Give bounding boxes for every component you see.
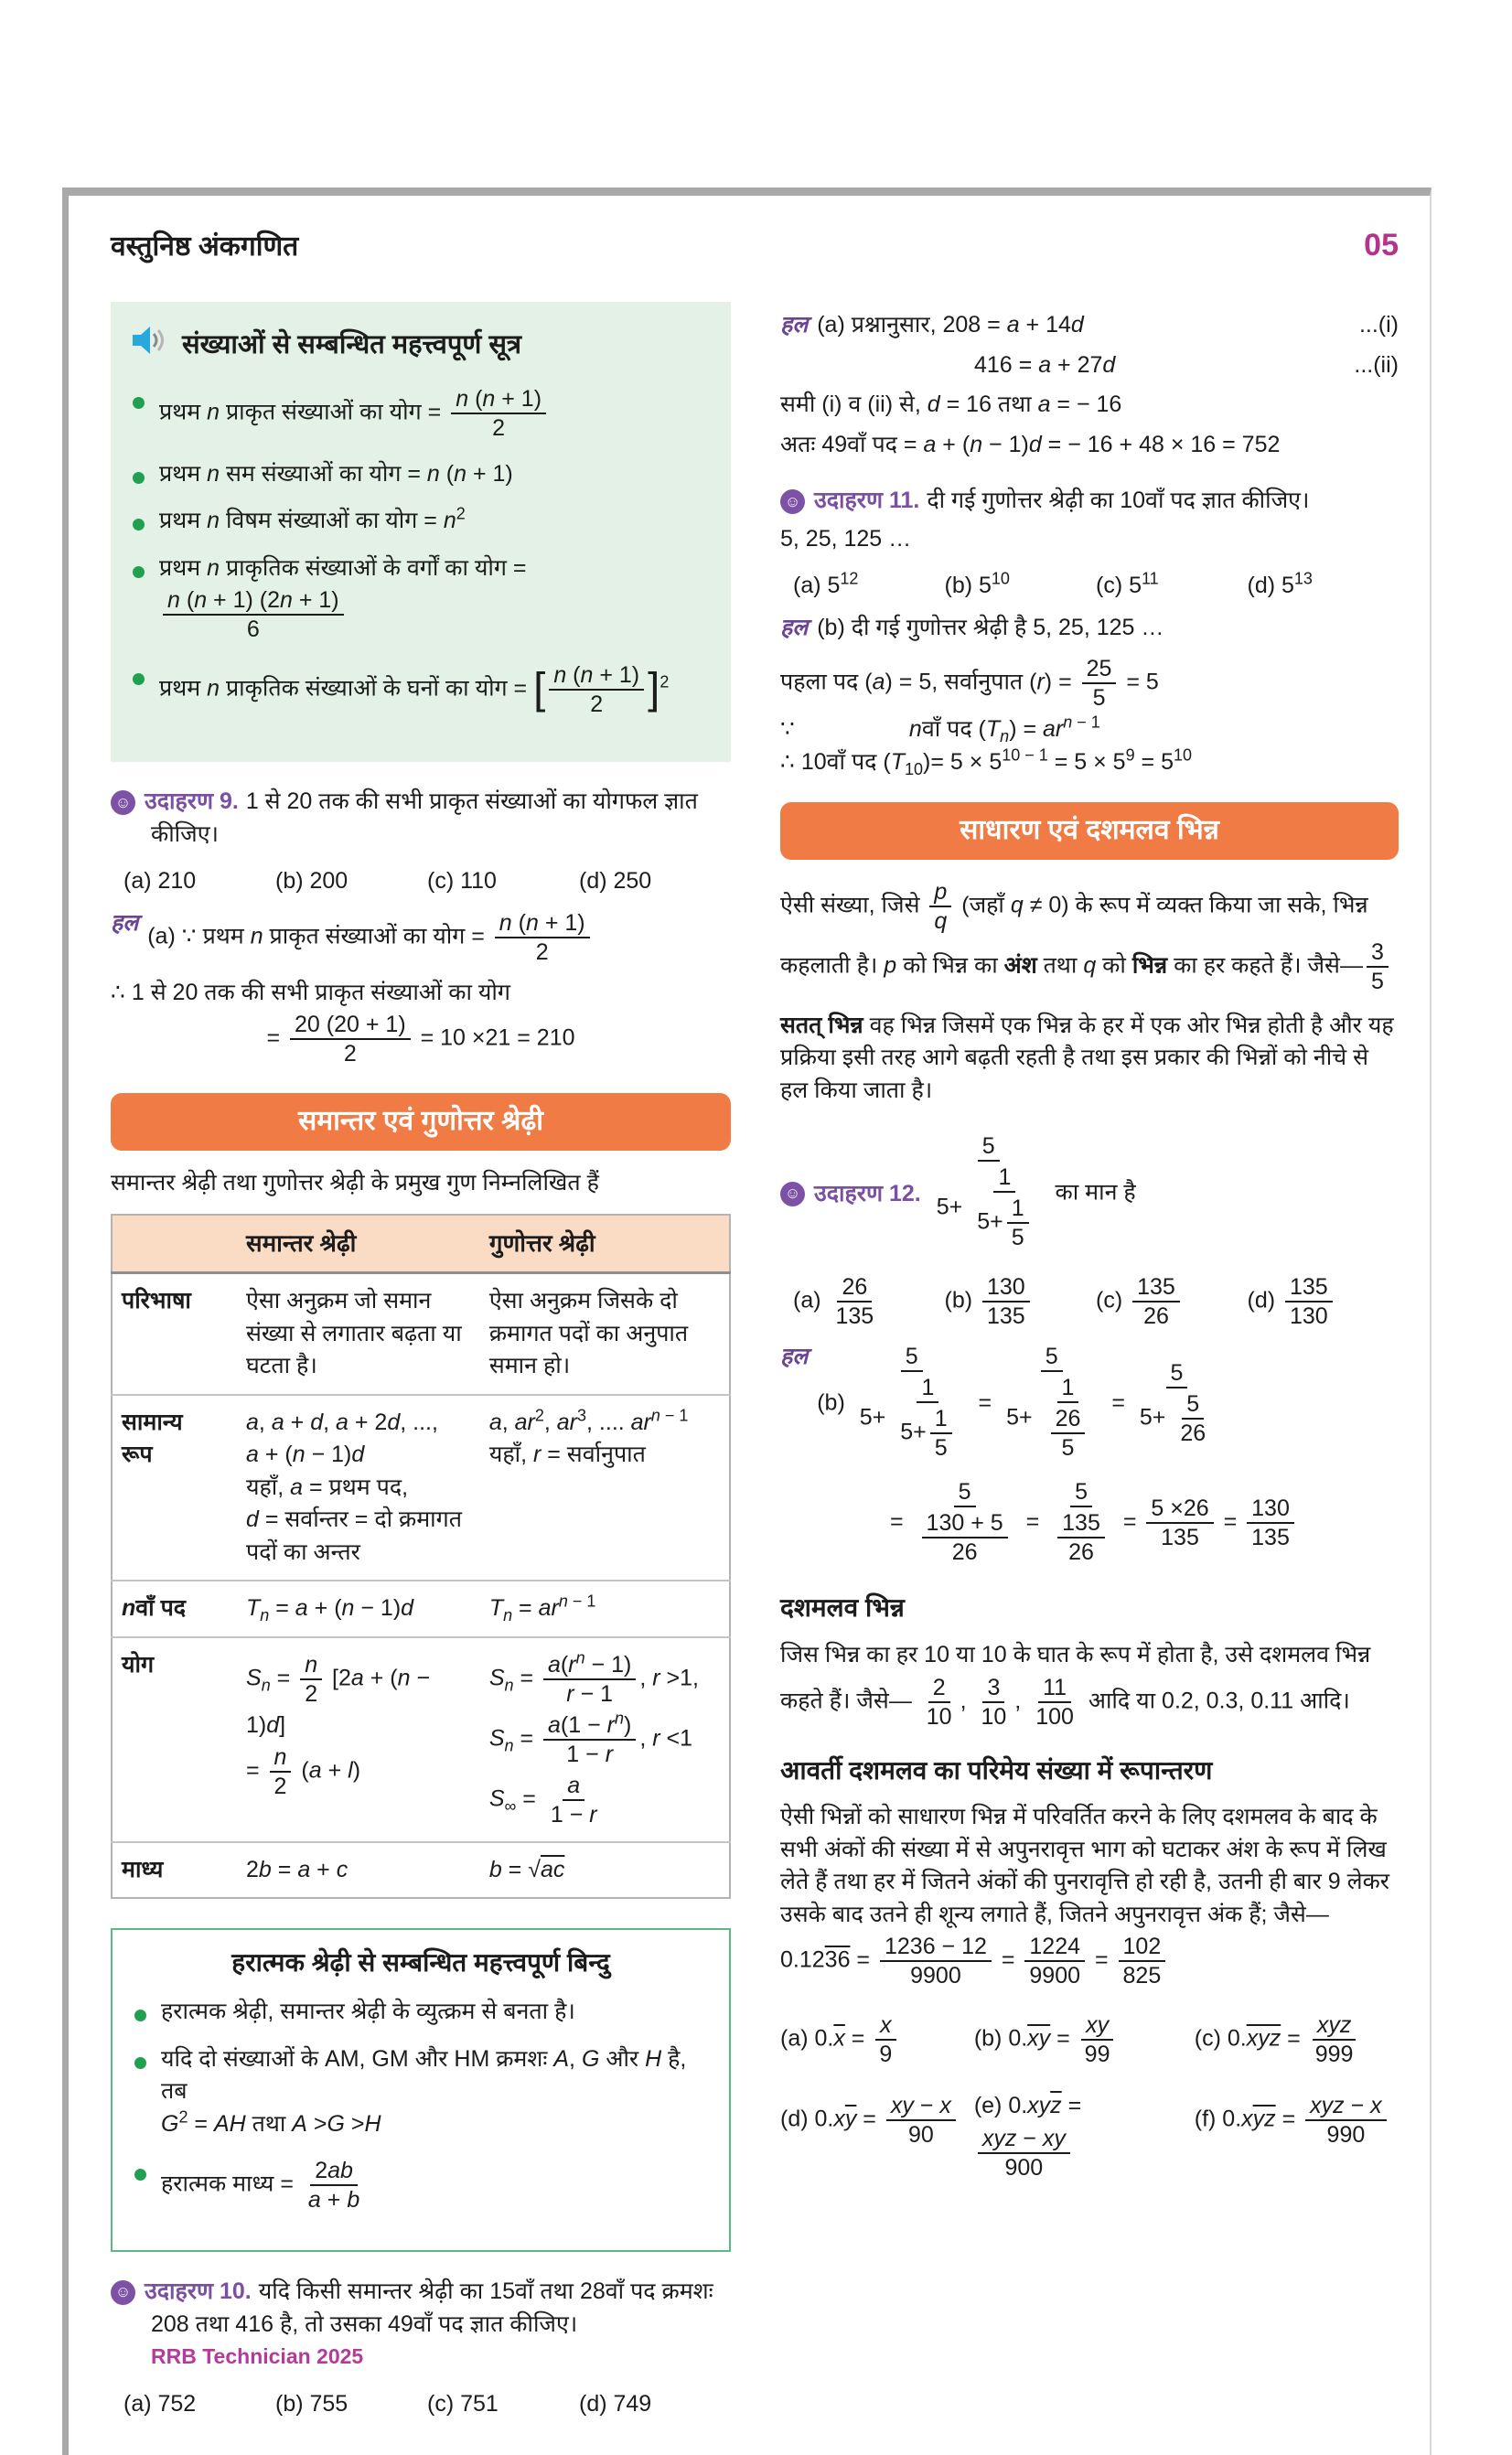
option-a: (a) $5^{12}$: [793, 569, 859, 599]
table-row: [112, 1637, 730, 1842]
speaker-icon: [133, 326, 169, 365]
recurring-decimal-para: ऐसी भिन्नों को साधारण भिन्न में परिवर्तित करने के लिए दशमलव के बाद के सभी अंकों की संख्या में से अपुनरावृत्त भाग को घटाकर अंश के रूप में लिख लेते हैं तथा हर में जितने अंकों की पुनरावृत्ति हो रही है, उतनी ही बार 9 लेकर उसके बाद उतने ही शून्य लगाते हैं, जितने अपुनरावृत्त अंक हैं; जैसे—0.1236 = $\frac{1236 - 12}{9900}$ = $\frac{1224}{9900}$ = $\frac{102}{825}$: [780, 1804, 1390, 1989]
exam-source-badge: RRB Technician 2025: [151, 2344, 364, 2369]
example-10-solution-eq1: [780, 309, 1399, 342]
example-11-sequence: 5, 25, 125 …: [780, 525, 912, 552]
cell-gp: b = √ac: [480, 1842, 730, 1899]
example-10-options: [123, 2388, 731, 2421]
bullet-dot-icon: [133, 673, 145, 685]
rule-b: (b) $0.\overline{xy}$ = $\frac{xy}{99}$: [974, 2010, 1187, 2070]
example-11-text: दी गई गुणोत्तर श्रेढ़ी का 10वाँ पद ज्ञात कीजिए।: [927, 488, 1310, 514]
option-c: (c) 751: [427, 2390, 499, 2417]
page-number: 05: [1364, 228, 1399, 263]
decimal-fraction-para: जिस भिन्न का हर 10 या 10 के घात के रूप में होता है, उसे दशमलव भिन्न कहते हैं। जैसे— $\frac{2}{10}$ , $\frac{3}{10}$ , $\frac{11}{100}$ आदि या 0.2, 0.3, 0.11 आदि।: [780, 1642, 1371, 1730]
harmonic-item: [134, 2043, 707, 2141]
option-a: (a) 752: [123, 2390, 197, 2417]
important-formulas-box: [111, 302, 731, 762]
solution-equation: 416 = a + 27d: [974, 351, 1116, 378]
option-d: (d) $5^{13}$: [1247, 569, 1313, 599]
cell-ap: $T_n = a + (n - 1)d$: [237, 1581, 480, 1637]
formula-text: प्रथम n प्राकृत संख्याओं का योग = $\frac{n (n + 1)}{2}$: [159, 383, 707, 444]
solution-equation: = $\frac{5}{\frac{130 + 5}{26}}$ = $\frac{5}{\frac{135}{26}}$ = $\frac{5 \times 26}{135}$ = $\frac{130}{135}$: [890, 1476, 1399, 1570]
formula-item: [133, 552, 707, 646]
page-title: वस्तुनिष्ठ अंकगणित: [111, 231, 299, 262]
rule-c: (c) $0.\overline{xyz}$ = xyz 999: [1195, 2010, 1399, 2070]
row-label: माध्य: [112, 1842, 237, 1899]
left-column: [111, 302, 731, 2428]
harmonic-progression-box: [111, 1928, 731, 2252]
option-b: (b) $\frac{130}{135}$: [945, 1271, 1097, 1332]
harmonic-item: [134, 1996, 707, 2029]
option-a: (a) $\frac{26}{135}$: [793, 1274, 874, 1330]
cell-gp: a, $ar^2$, $ar^3$, .... $ar^{n - 1}$ यहाँ, r = सर्वानुपात: [480, 1395, 730, 1581]
example-12-label: उदाहरण 12.: [814, 1180, 921, 1206]
example-9-options: [123, 865, 731, 898]
recurring-decimal-heading: आवर्ती दशमलव का परिमेय संख्या में रूपान्तरण: [780, 1755, 1213, 1785]
bullet-dot-icon: [134, 2057, 146, 2069]
example-10-solution-eq2: [780, 349, 1399, 382]
solution-equation: (b) 5 5+ 1 5+ $\frac{1}{5}$ = 5 5+ $\frac{1}{\frac{26}{5}}$ = 5 5+ $\frac{5}{26}$: [817, 1344, 1206, 1462]
equation-ref: ...(i): [1358, 312, 1399, 338]
right-column: [780, 302, 1399, 2428]
option-c: (c) 110: [427, 868, 497, 895]
solution-text: ∵ nवाँ पद $(T_n) = ar^{n - 1}$: [780, 713, 1100, 746]
formula-text: प्रथम n प्राकृतिक संख्याओं के घनों का योग = [ $\frac{n (n + 1)}{2}$ ]$^2$: [159, 662, 670, 718]
solution-equation: (a) प्रश्नानुसार, 208 = a + 14d: [817, 312, 1084, 338]
solution-label: हल: [780, 614, 809, 640]
row-label: योग: [112, 1637, 237, 1842]
solution-text: समी (i) व (ii) से, d = 16 तथा a = − 16: [780, 391, 1122, 418]
formulas-box-title-row: [133, 326, 707, 365]
cell-gp: $S_n$ = $\frac{a(r^n - 1)}{r - 1}$ , r >1, $S_n$ = $\frac{a(1 - r^n)}{1 - r}$ , r <1 $S_\infty$ = $\frac{a}{1 - r}$: [480, 1637, 730, 1842]
example-marker-icon: ☺: [111, 2280, 135, 2305]
example-marker-icon: ☺: [111, 790, 135, 815]
solution-text: (b) दी गई गुणोत्तर श्रेढ़ी है 5, 25, 125 …: [817, 614, 1164, 640]
formulas-box-title: संख्याओं से सम्बन्धित महत्त्वपूर्ण सूत्र: [182, 329, 521, 359]
textbook-page: [0, 188, 1512, 2417]
table-header-row: [112, 1215, 730, 1272]
cell-gp: ऐसा अनुक्रम जिसके दो क्रमागत पदों का अनुपात समान हो।: [488, 1288, 689, 1379]
header-ap: समान्तर श्रेढ़ी: [237, 1215, 480, 1272]
bullet-dot-icon: [134, 2010, 146, 2021]
continued-fraction-para: सतत् भिन्न वह भिन्न जिसमें एक भिन्न के हर में एक ओर भिन्न होती है और यह प्रक्रिया इसी तरह आगे बढ़ती रहती है तथा इस प्रकार की भिन्नों को नीचे से हल किया जाता है।: [780, 1012, 1394, 1103]
page-header: [111, 223, 1399, 267]
harmonic-item: [134, 2155, 707, 2215]
row-label: सामान्य रूप: [112, 1395, 237, 1581]
solution-text: ∴ 10वाँ पद $(T_{10})= 5 \times 5^{10 - 1} = 5 \times 5^9 = 5^{10}$: [780, 745, 1193, 778]
solution-label: हल: [780, 1344, 809, 1370]
solution-text: अतः 49वाँ पद = a + (n − 1)d = − 16 + 48 × 16 = 752: [780, 431, 1281, 457]
decimal-fraction-heading: दशमलव भिन्न: [780, 1593, 905, 1623]
fraction-definition-para: ऐसी संख्या, जिसे $\frac{p}{q}$ (जहाँ q ≠ 0) के रूप में व्यक्त किया जा सके, भिन्न कहलाती है। p को भिन्न का अंश तथा q को भिन्न का हर कहते हैं। जैसे— $\frac{3}{5}$: [780, 876, 1399, 997]
option-a: (a) 210: [123, 868, 197, 895]
example-11-question: [780, 485, 1399, 518]
cell-gp: $T_n = ar^{n - 1}$: [480, 1581, 730, 1637]
harmonic-text: हरात्मक माध्य = $\frac{2ab}{a + b}$: [161, 2158, 360, 2214]
section-banner-ap-gp: समान्तर एवं गुणोत्तर श्रेढ़ी: [111, 1093, 731, 1151]
example-marker-icon: ☺: [780, 489, 805, 514]
bullet-dot-icon: [133, 397, 145, 409]
solution-label: हल: [111, 909, 139, 936]
ap-gp-intro: समान्तर श्रेढ़ी तथा गुणोत्तर श्रेढ़ी के प्रमुख गुण निम्नलिखित हैं: [111, 1169, 599, 1195]
harmonic-box-title: हरात्मक श्रेढ़ी से सम्बन्धित महत्त्वपूर्ण बिन्दु: [231, 1948, 610, 1978]
cell-ap: 2b = a + c: [237, 1842, 480, 1899]
example-9-label: उदाहरण 9.: [145, 788, 239, 815]
ap-gp-table: [111, 1214, 731, 1899]
example-11-options: [793, 570, 1399, 603]
example-10-text: यदि किसी समान्तर श्रेढ़ी का 15वाँ तथा 28वाँ पद क्रमशः 208 तथा 416 है, तो उसका 49वाँ पद ज्ञात कीजिए।: [151, 2278, 713, 2337]
solution-text: ∴ 1 से 20 तक की सभी प्राकृत संख्याओं का योग: [111, 979, 510, 1005]
solution-text: पहला पद (a) = 5, सर्वानुपात (r) = $\frac{25}{5}$ = 5: [780, 656, 1159, 712]
example-12-question: [780, 1131, 1399, 1257]
example-marker-icon: ☺: [780, 1182, 805, 1206]
option-d: (d) $\frac{135}{130}$: [1248, 1271, 1399, 1332]
cell-ap: a, a + d, a + 2d, ..., a + (n − 1)d यहाँ, a = प्रथम पद, d = सर्वान्तर = दो क्रमागत पदों का अन्तर: [237, 1395, 480, 1581]
option-b: (b) $5^{10}$: [944, 569, 1010, 599]
example-10-label: उदाहरण 10.: [145, 2278, 252, 2305]
equation-ref: ...(ii): [1354, 351, 1399, 378]
table-row: [112, 1842, 730, 1899]
cell-ap: ऐसा अनुक्रम जो समान संख्या से लगातार बढ़ता या घटता है।: [246, 1288, 462, 1379]
row-label: nवाँ पद: [112, 1581, 237, 1637]
formula-text: प्रथम n सम संख्याओं का योग = n (n + 1): [159, 460, 513, 487]
bullet-dot-icon: [133, 566, 145, 578]
example-12-options: [793, 1271, 1399, 1332]
formula-item: [133, 458, 707, 491]
harmonic-text: यदि दो संख्याओं के AM, GM और HM क्रमशः A, G और H है, तब $G^2$ = AH तथा A >G >H: [161, 2045, 687, 2137]
bullet-dot-icon: [133, 472, 145, 484]
example-12-solution: [780, 1341, 1399, 1467]
example-9-question: [111, 786, 731, 851]
example-9-solution: [111, 907, 731, 968]
table-row: [112, 1395, 730, 1581]
table-row: [112, 1581, 730, 1637]
rule-e: (e) $0.xy\overline{z}$ = xyz − xy 900: [973, 2093, 1082, 2181]
header-empty: [112, 1215, 237, 1272]
table-row: [112, 1273, 730, 1395]
option-d: (d) 250: [579, 868, 652, 895]
example-12-expression: 5 5+ 1 5+ $\frac{1}{5}$ का मान है: [936, 1133, 1136, 1251]
header-gp: गुणोत्तर श्रेढ़ी: [480, 1215, 730, 1272]
option-b: (b) 200: [275, 868, 349, 895]
row-label: परिभाषा: [122, 1288, 191, 1314]
option-b: (b) 755: [275, 2390, 349, 2417]
option-c: (c) $\frac{135}{26}$: [1096, 1271, 1248, 1332]
formula-item: [133, 659, 707, 720]
content-frame: [62, 188, 1432, 2455]
solution-text: (a) ∵ प्रथम n प्राकृत संख्याओं का योग = $\frac{n (n + 1)}{2}$: [147, 907, 731, 968]
bullet-dot-icon: [134, 2169, 146, 2181]
harmonic-text: हरात्मक श्रेढ़ी, समान्तर श्रेढ़ी के व्युत्क्रम से बनता है।: [161, 1999, 575, 2025]
formula-text: प्रथम n विषम संख्याओं का योग = $n^2$: [159, 504, 466, 534]
rule-a: (a) $0.\overline{x}$ = $\frac{x}{9}$: [780, 2010, 967, 2070]
option-d: (d) 749: [579, 2390, 652, 2417]
formula-item: [133, 505, 707, 538]
formula-text: प्रथम n प्राकृतिक संख्याओं के वर्गों का योग = $\frac{n (n + 1) (2n + 1)}{6}$: [159, 554, 527, 643]
rule-d: (d) $0.x\overline{y}$ = $\frac{xy - x}{90}$: [780, 2090, 967, 2183]
option-c: (c) $5^{11}$: [1096, 569, 1159, 599]
bullet-dot-icon: [133, 519, 145, 531]
solution-label: हल: [780, 312, 809, 338]
formula-item: [133, 383, 707, 444]
rule-f: (f) $0.x\overline{yz}$ = xyz − x 990: [1195, 2090, 1399, 2183]
example-11-label: उदाहरण 11.: [814, 488, 920, 514]
recurring-decimal-rules: [780, 2010, 1399, 2183]
example-11-solution: [780, 612, 1399, 645]
section-banner-fractions: साधारण एवं दशमलव भिन्न: [780, 802, 1399, 860]
example-9-text: 1 से 20 तक की सभी प्राकृत संख्याओं का योगफल ज्ञात कीजिए।: [151, 788, 698, 847]
example-10-question: [111, 2276, 731, 2374]
solution-equation: = $\frac{20 (20 + 1)}{2}$ = 10 ×21 = 210: [266, 1012, 575, 1067]
two-column-layout: [111, 302, 1399, 2428]
cell-ap: $S_n$ = $\frac{n}{2}$ [2a + (n − 1)d] = $\frac{n}{2}$ (a + l): [237, 1637, 480, 1842]
